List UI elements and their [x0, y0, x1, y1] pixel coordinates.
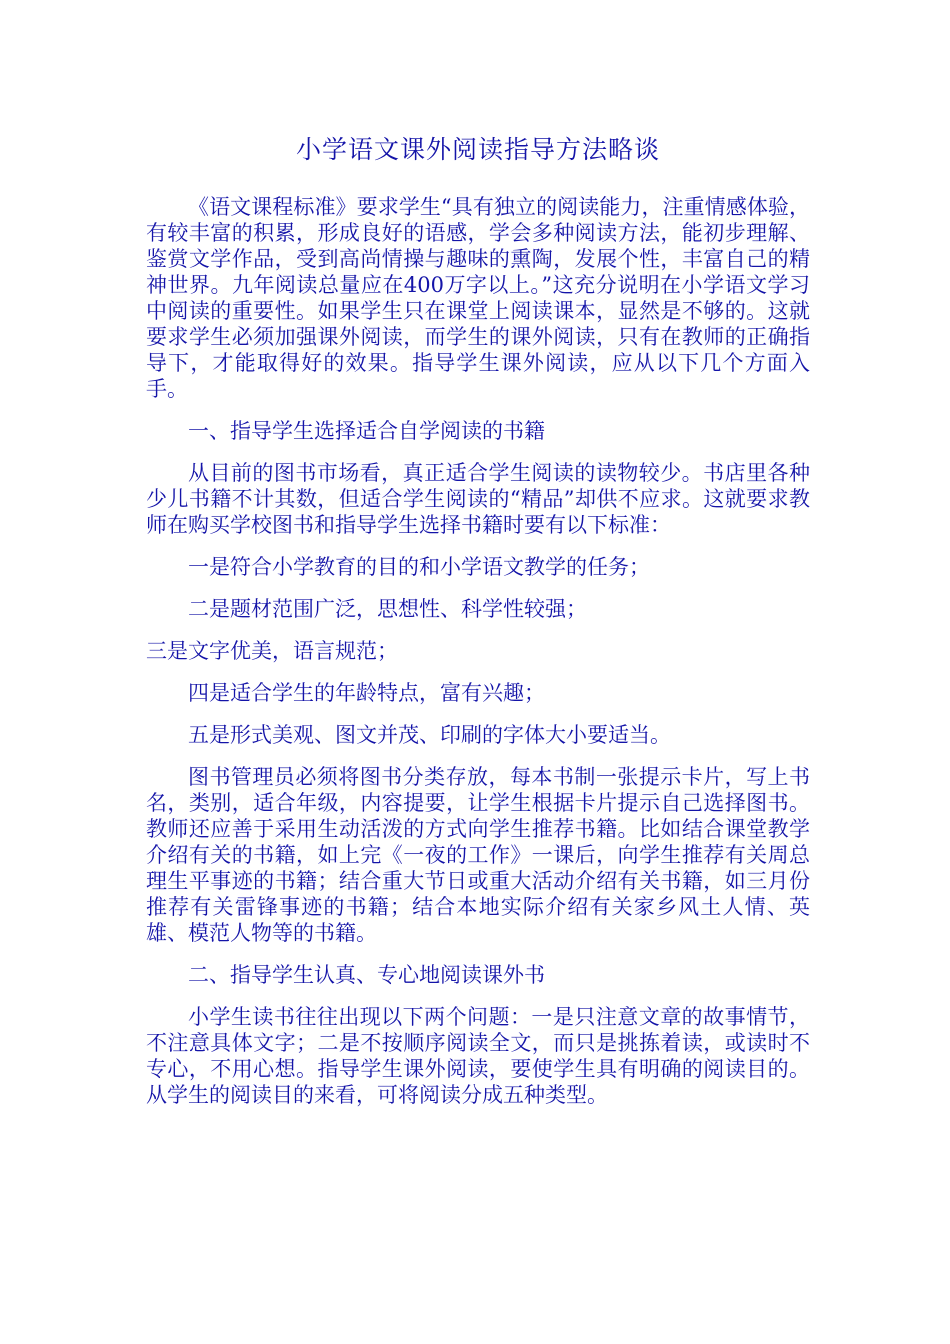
- document-title: 小学语文课外阅读指导方法略谈: [295, 135, 660, 164]
- criteria-item-1: 一是符合小学教育的目的和小学语文教学的任务；: [188, 555, 650, 579]
- paragraph-librarian: 图书管理员必须将图书分类存放，每本书制一张提示卡片，写上书名，类别，适合年级，内容提要，让学生根据卡片提示自己选择图书。教师还应善于采用生动活泼的方式向学生推荐书籍。比如结合课堂教学介绍有关的书籍，如上完《一夜的工作》一课后，向学生推荐有关周总理生平事迹的书籍；结合重大节日或重大活动介绍有关书籍，如三月份推荐有关雷锋事迹的书籍；结合本地实际介绍有关家乡风土人情、英雄、模范人物等的书籍。: [146, 765, 810, 945]
- criteria-item-5: 五是形式美观、图文并茂、印刷的字体大小要适当。: [188, 723, 671, 747]
- paragraph-market: 从目前的图书市场看，真正适合学生阅读的读物较少。书店里各种少儿书籍不计其数，但适合学生阅读的“精品”却供不应求。这就要求教师在购买学校图书和指导学生选择书籍时要有以下标准：: [146, 461, 810, 537]
- paragraph-reading-problems: 小学生读书往往出现以下两个问题：一是只注意文章的故事情节，不注意具体文字；二是不按顺序阅读全文，而只是挑拣着读，或读时不专心，不用心想。指导学生课外阅读，要使学生具有明确的阅读目的。从学生的阅读目的来看，可将阅读分成五种类型。: [146, 1005, 810, 1107]
- criteria-item-2: 二是题材范围广泛，思想性、科学性较强；: [188, 597, 587, 621]
- section-heading-2: 二、指导学生认真、专心地阅读课外书: [188, 963, 545, 987]
- criteria-item-3: 三是文字优美，语言规范；: [146, 639, 398, 663]
- paragraph-intro: 《语文课程标准》要求学生“具有独立的阅读能力，注重情感体验，有较丰富的积累，形成良好的语感，学会多种阅读方法，能初步理解、鉴赏文学作品，受到高尚情操与趣味的熏陶，发展个性，丰富自己的精神世界。九年阅读总量应在400万字以上。”这充分说明在小学语文学习中阅读的重要性。如果学生只在课堂上阅读课本，显然是不够的。这就要求学生必须加强课外阅读，而学生的课外阅读，只有在教师的正确指导下，才能取得好的效果。指导学生课外阅读，应从以下几个方面入手。: [146, 195, 810, 401]
- section-heading-1: 一、指导学生选择适合自学阅读的书籍: [188, 419, 545, 443]
- document-page: [146, 128, 810, 1124]
- criteria-item-4: 四是适合学生的年龄特点，富有兴趣；: [188, 681, 545, 705]
